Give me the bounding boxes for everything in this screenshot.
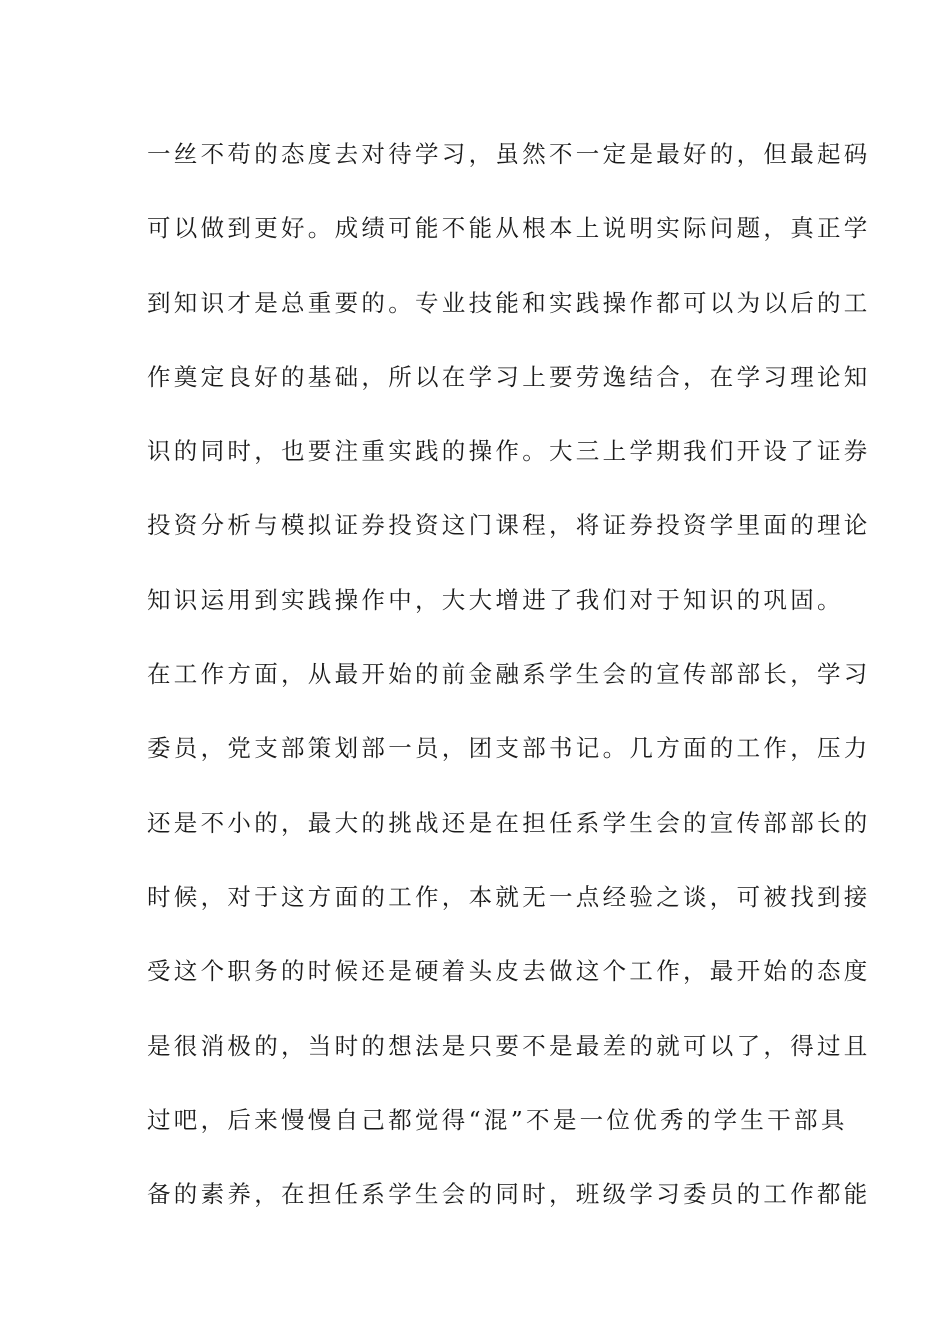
- text-line: 投资分析与模拟证券投资这门课程，将证券投资学里面的理论: [147, 511, 871, 540]
- text-line: 识的同时，也要注重实践的操作。大三上学期我们开设了证券: [147, 437, 871, 466]
- text-line: 委员，党支部策划部一员，团支部书记。几方面的工作，压力: [147, 734, 871, 763]
- text-line: 时候，对于这方面的工作，本就无一点经验之谈，可被找到接: [147, 882, 871, 911]
- text-line: 可以做到更好。成绩可能不能从根本上说明实际问题，真正学: [147, 214, 871, 243]
- paragraph-2: [147, 648, 871, 1242]
- text-line: 知识运用到实践操作中，大大增进了我们对于知识的巩固。: [147, 585, 844, 614]
- text-line: 一丝不苟的态度去对待学习，虽然不一定是最好的，但最起码: [147, 140, 871, 168]
- text-line: 到知识才是总重要的。专业技能和实践操作都可以为以后的工: [147, 288, 871, 317]
- text-line: 还是不小的，最大的挑战还是在担任系学生会的宣传部部长的: [147, 808, 871, 837]
- paragraph-1: [147, 128, 871, 648]
- text-line: 在工作方面，从最开始的前金融系学生会的宣传部部长，学习: [147, 660, 871, 689]
- text-line: 是很消极的，当时的想法是只要不是最差的就可以了，得过且: [147, 1031, 871, 1060]
- text-line: 过吧，后来慢慢自己都觉得“混”不是一位优秀的学生干部具: [147, 1105, 848, 1134]
- document-body: [147, 128, 871, 1242]
- text-line: 受这个职务的时候还是硬着头皮去做这个工作，最开始的态度: [147, 957, 871, 986]
- text-line: 作奠定良好的基础，所以在学习上要劳逸结合，在学习理论知: [147, 362, 871, 391]
- text-line: 备的素养，在担任系学生会的同时，班级学习委员的工作都能: [147, 1180, 871, 1209]
